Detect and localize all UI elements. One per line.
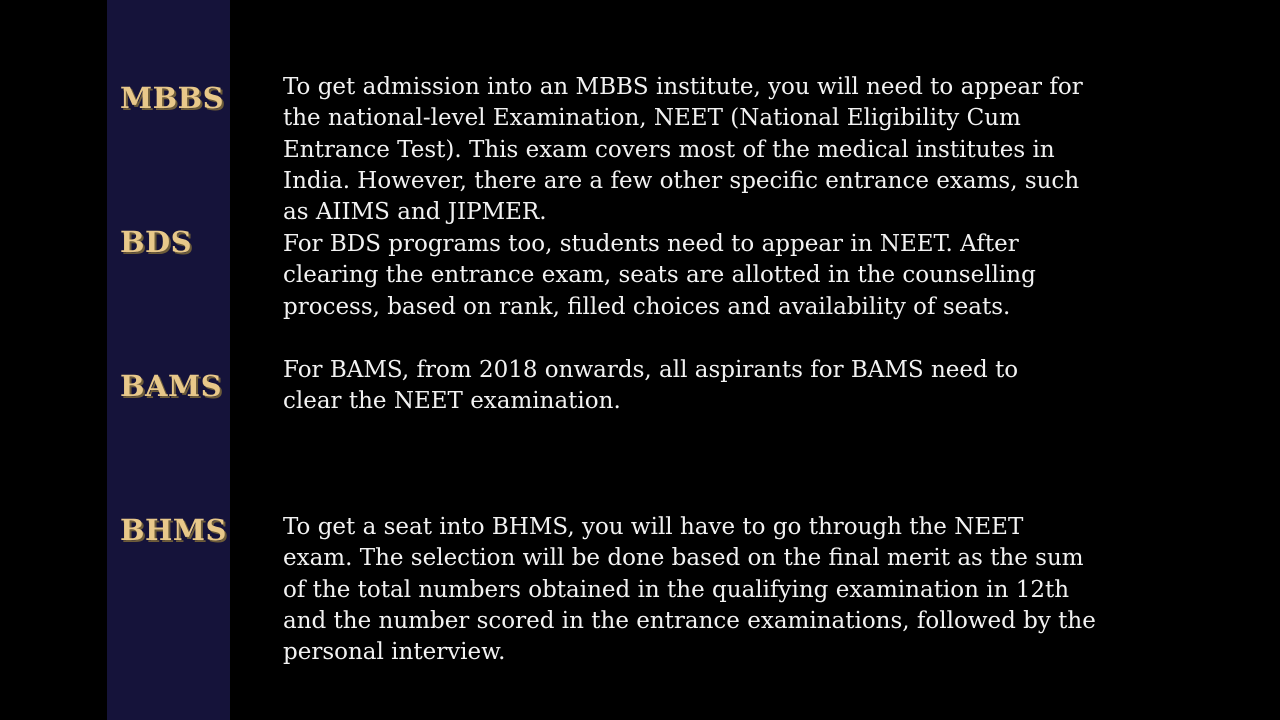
course-text-bhms: To get a seat into BHMS, you will have to go through the NEET exam. The selection will be done based on the final merit as the sum of the total numbers obtained in the qualifying examination in 12th and the number scored in the entrance examinations, followed by the personal interview. [283,514,1096,666]
course-text-bams: For BAMS, from 2018 onwards, all aspirants for BAMS need to clear the NEET examination. [283,357,1019,415]
course-label-bhms: BHMS [120,513,227,547]
course-label-bams: BAMS [120,369,223,403]
course-label-bds: BDS [120,225,193,259]
course-text-mbbs: To get admission into an MBBS institute, you will need to appear for the national-level Examination, NEET (National Eligibility Cum Entrance Test). This exam covers most of the medical institutes in India. However, there are a few other specific entrance exams, such as AIIMS and JIPMER. [283,74,1083,226]
course-label-mbbs: MBBS [120,81,225,115]
course-text-bds: For BDS programs too, students need to appear in NEET. After clearing the entrance exam, seats are allotted in the counselling process, based on rank, filled choices and availability of seats. [283,231,1036,320]
